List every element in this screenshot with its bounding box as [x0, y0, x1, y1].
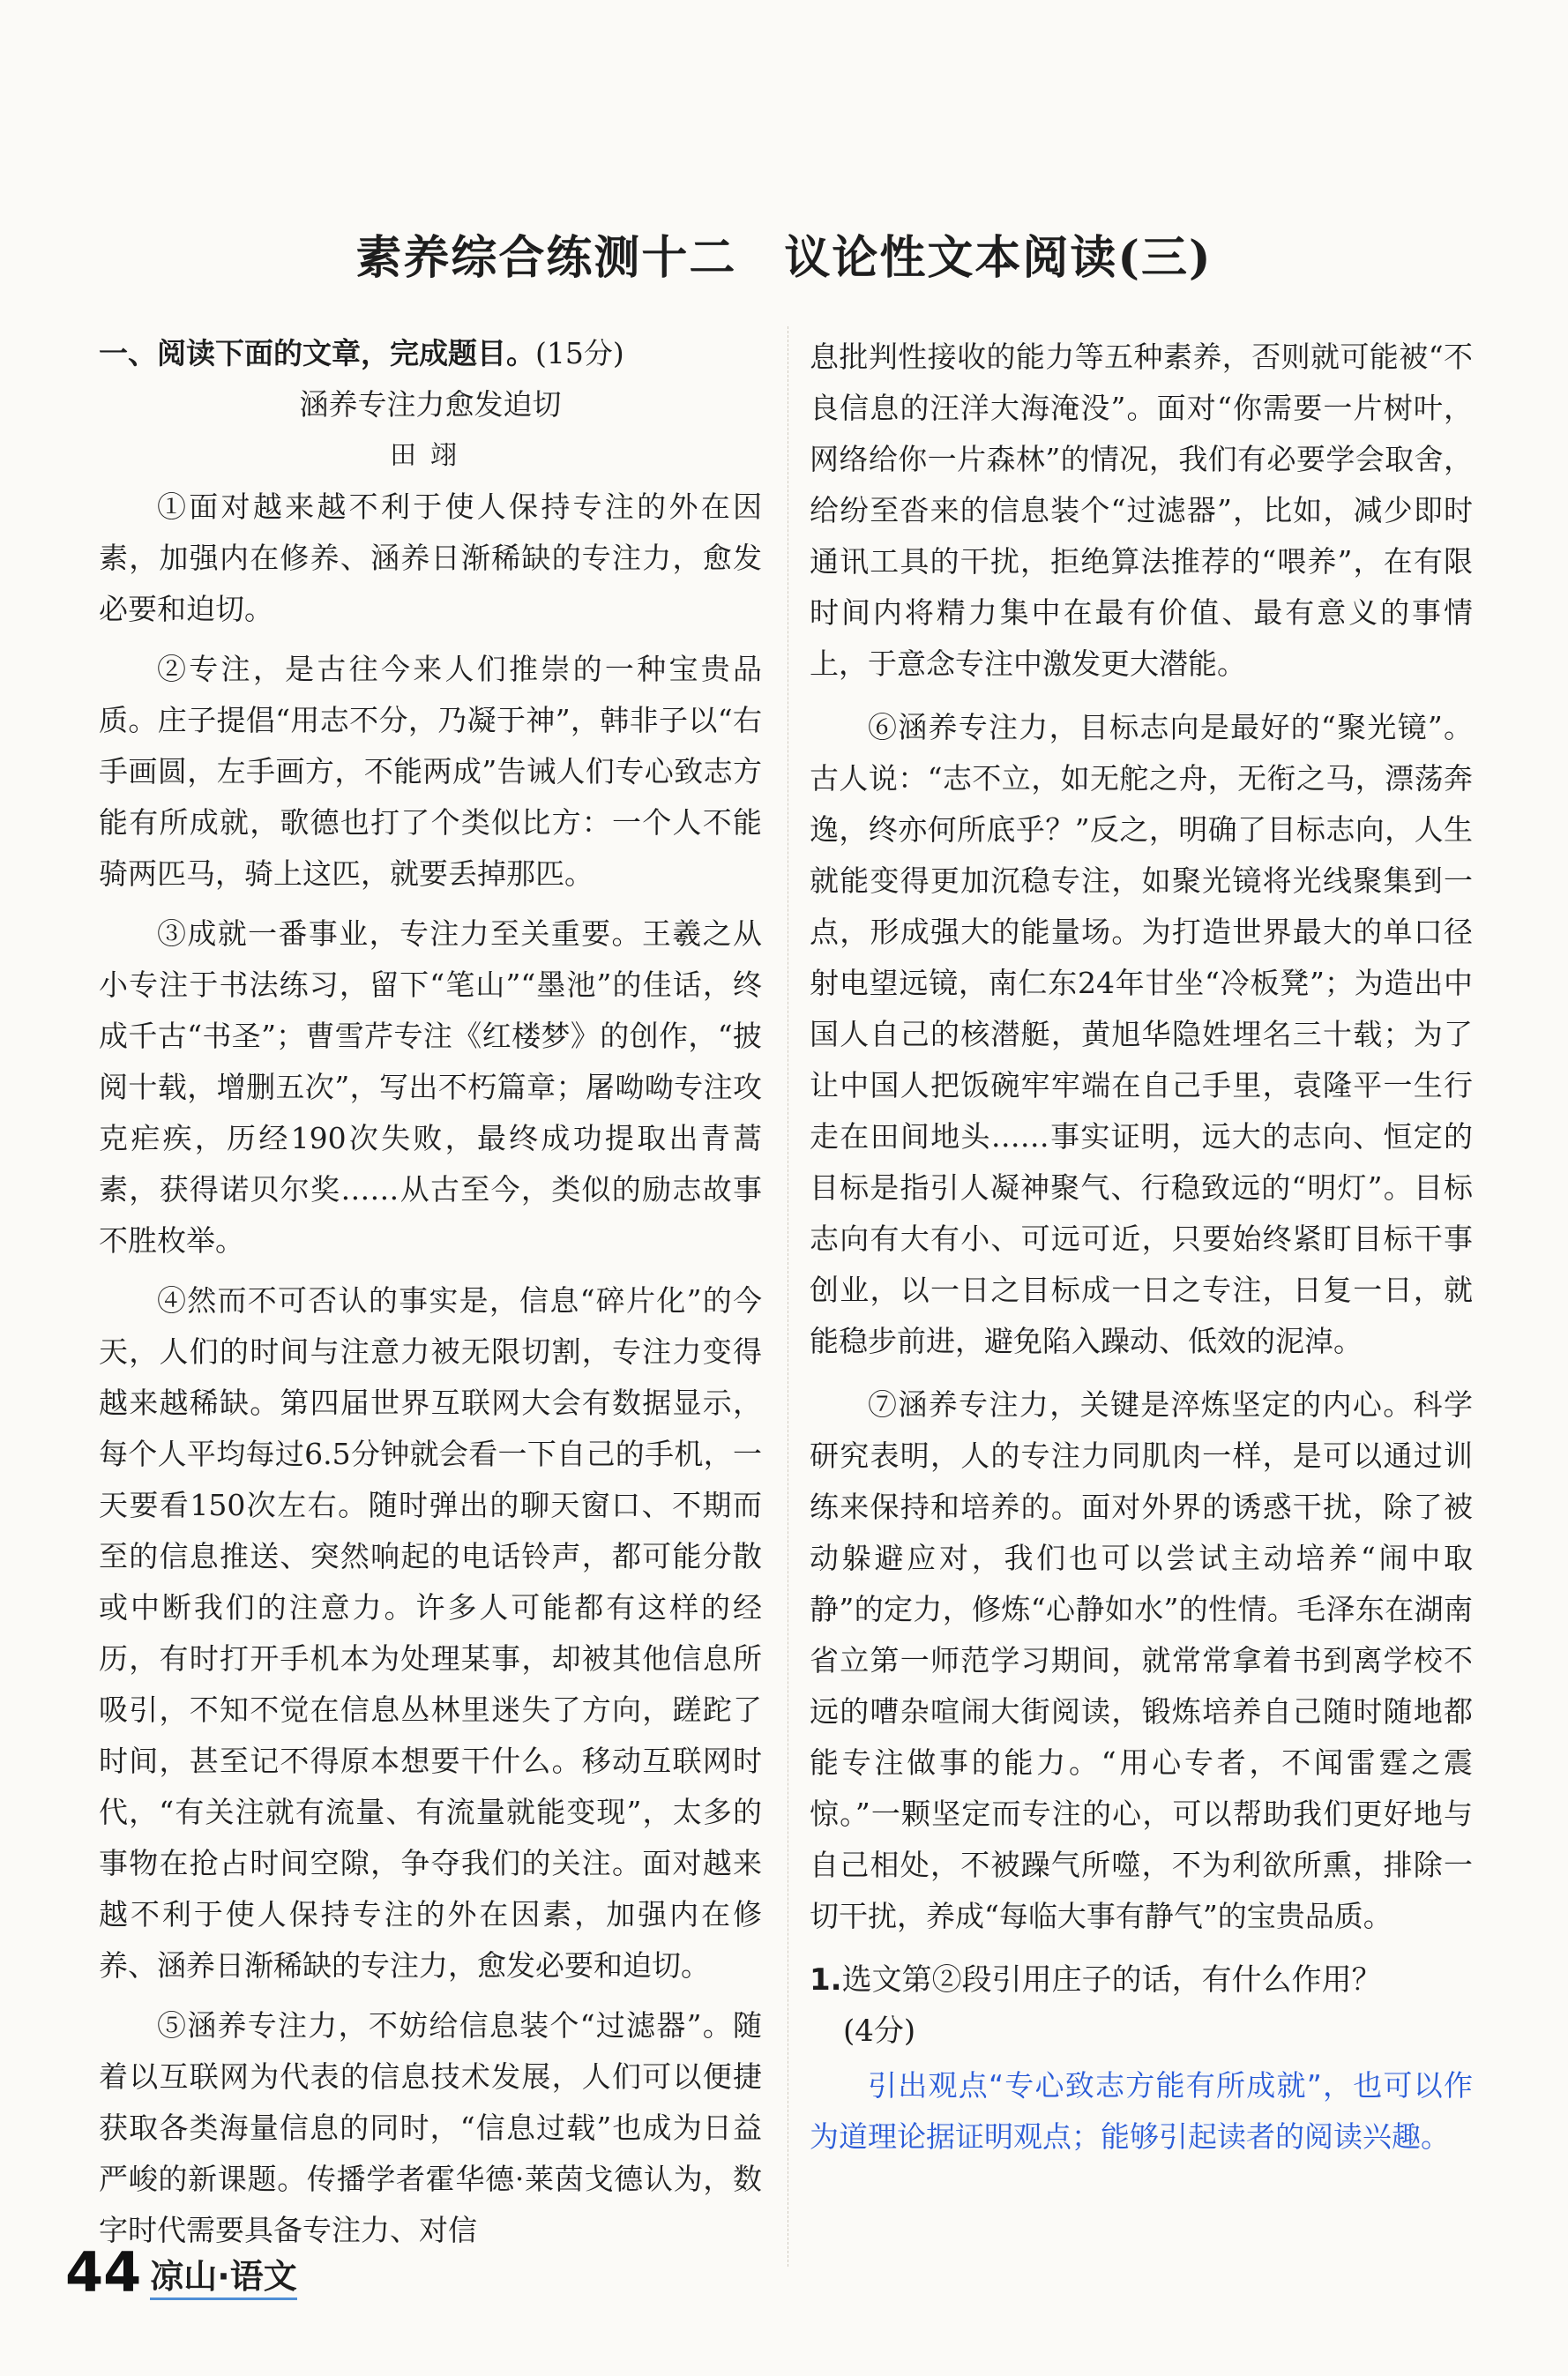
paragraph-3: ③成就一番事业，专注力至关重要。王羲之从小专注于书法练习，留下“笔山”“墨池”的佳话，终成千古“书圣”；曹雪芹专注《红楼梦》的创作，“披阅十载，增删五次”，写出不朽篇章；屠呦呦专注攻克疟疾，历经190次失败，最终成功提取出青蒿素，获得诺贝尔奖……从古至今，类似的励志故事不胜枚举。 — [99, 916, 762, 1258]
paragraph-2: ②专注，是古往今来人们推崇的一种宝贵品质。庄子提倡“用志不分，乃凝于神”，韩非子以“右手画圆，左手画方，不能两成”告诫人们专心致志方能有所成就，歌德也打了个类似比方：一个人不能骑两匹马，骑上这匹，就要丢掉那匹。 — [99, 652, 762, 891]
paragraph-7: ⑦涵养专注力，关键是淬炼坚定的内心。科学研究表明，人的专注力同肌肉一样，是可以通过训练来保持和培养的。面对外界的诱惑干扰，除了被动躲避应对，我们也可以尝试主动培养“闹中取静”的定力，修炼“心静如水”的性情。毛泽东在湖南省立第一师范学习期间，就常常拿着书到离学校不远的嘈杂喧闹大街阅读，锻炼培养自己随时随地都能专注做事的能力。“用心专者，不闻雷霆之震惊。”一颗坚定而专注的心，可以帮助我们更好地与自己相处，不被躁气所噬，不为利欲所熏，排除一切干扰，养成“每临大事有静气”的宝贵品质。 — [810, 1387, 1473, 1933]
question-1-score: (4分) — [843, 2014, 916, 2049]
paragraph-1: ①面对越来越不利于使人保持专注的外在因素，加强内在修养、涵养日渐稀缺的专注力，愈发必要和迫切。 — [99, 489, 762, 626]
section-heading-text: 一、阅读下面的文章，完成题目。 — [99, 336, 535, 370]
paragraph-4: ④然而不可否认的事实是，信息“碎片化”的今天，人们的时间与注意力被无限切割，专注力变得越来越稀缺。第四届世界互联网大会有数据显示，每个人平均每过6.5分钟就会看一下自己的手机，一天要看150次左右。随时弹出的聊天窗口、不期而至的信息推送、突然响起的电话铃声，都可能分散或中断我们的注意力。许多人可能都有这样的经历，有时打开手机本为处理某事，却被其他信息所吸引，不知不觉在信息丛林里迷失了方向，蹉跎了时间，甚至记不得原本想要干什么。移动互联网时代，“有关注就有流量、有流量就能变现”，太多的事物在抢占时间空隙，争夺我们的关注。面对越来越不利于使人保持专注的外在因素，加强内在修养、涵养日渐稀缺的专注力，愈发必要和迫切。 — [99, 1283, 762, 1983]
section-heading — [99, 328, 762, 379]
page-number: 44 — [65, 2240, 142, 2305]
page-title: 素养综合练测十二 议论性文本阅读(三) — [355, 231, 1213, 285]
question-1-prompt — [810, 1954, 1473, 2006]
question-1 — [810, 1954, 1473, 2057]
book-label: 凉山·语文 — [150, 2258, 296, 2300]
article-title: 涵养专注力愈发迫切 — [299, 387, 562, 422]
question-1-text: 选文第②段引用庄子的话，有什么作用？ — [841, 1962, 1382, 1998]
left-column — [99, 328, 762, 2265]
paragraph-5: ⑤涵养专注力，不妨给信息装个“过滤器”。随着以互联网为代表的信息技术发展，人们可以便捷获取各类海量信息的同时，“信息过载”也成为日益严峻的新课题。传播学者霍华德·莱茵戈德认为，数字时代需要具备专注力、对信 — [99, 2008, 762, 2247]
section-score: (15分) — [535, 336, 624, 370]
page-footer — [65, 2230, 297, 2305]
question-1-answer: 引出观点“专心致志方能有所成就”，也可以作为道理论据证明观点；能够引起读者的阅读兴趣。 — [810, 2068, 1473, 2154]
paragraph-5-continued: 息批判性接收的能力等五种素养，否则就可能被“不良信息的汪洋大海淹没”。面对“你需要一片树叶，网络给你一片森林”的情况，我们有必要学会取舍，给纷至沓来的信息装个“过滤器”，比如，减少即时通讯工具的干扰，拒绝算法推荐的“喂养”，在有限时间内将精力集中在最有价值、最有意义的事情上，于意念专注中激发更大潜能。 — [810, 340, 1473, 681]
article-author: 田翊 — [390, 440, 471, 471]
right-column — [810, 332, 1473, 2163]
question-1-number: 1. — [810, 1962, 842, 1998]
paragraph-6: ⑥涵养专注力，目标志向是最好的“聚光镜”。古人说：“志不立，如无舵之舟，无衔之马，漂荡奔逸，终亦何所底乎？”反之，明确了目标志向，人生就能变得更加沉稳专注，如聚光镜将光线聚集到一点，形成强大的能量场。为打造世界最大的单口径射电望远镜，南仁东24年甘坐“冷板凳”；为造出中国人自己的核潜艇，黄旭华隐姓埋名三十载；为了让中国人把饭碗牢牢端在自己手里，袁隆平一生行走在田间地头……事实证明，远大的志向、恒定的目标是指引人凝神聚气、行稳致远的“明灯”。目标志向有大有小、可远可近，只要始终紧盯目标干事创业，以一日之目标成一日之专注，日复一日，就能稳步前进，避免陷入躁动、低效的泥淖。 — [810, 710, 1473, 1358]
